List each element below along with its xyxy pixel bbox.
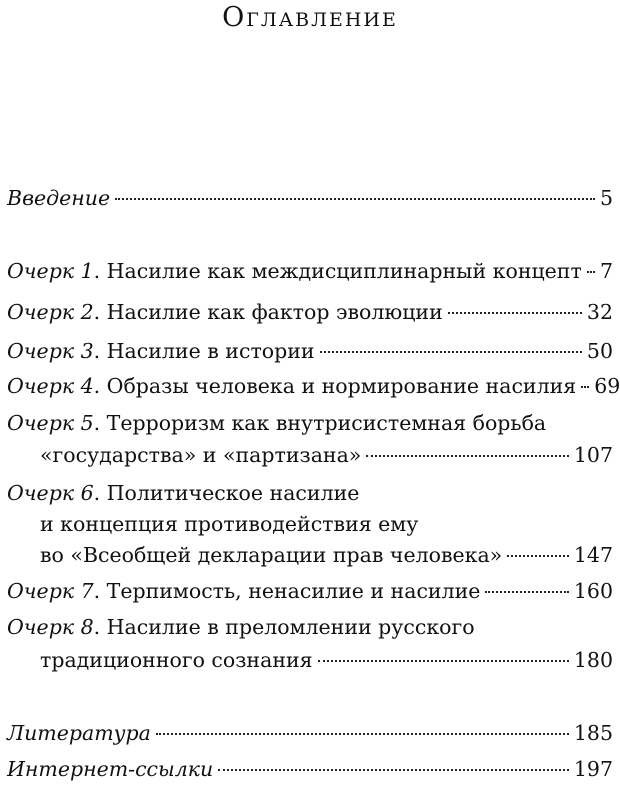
toc-entry-essay-8-continued[interactable] xyxy=(40,647,613,673)
dot-leader xyxy=(485,591,568,593)
dot-leader xyxy=(587,271,595,273)
dot-leader xyxy=(156,733,569,735)
toc-entry-title: . Насилие в преломлении русского xyxy=(93,615,475,639)
toc-entry-essay-6[interactable] xyxy=(7,480,359,506)
toc-entry-title: Интернет-ссылки xyxy=(7,757,214,781)
toc-entry-title: . Образы человека и нормирование насилия xyxy=(93,374,577,398)
toc-entry-literature[interactable] xyxy=(7,720,613,746)
toc-entry-title: . Терпимость, ненасилие и насилие xyxy=(93,579,481,603)
toc-entry-essay-5[interactable] xyxy=(7,410,546,436)
toc-entry-essay-3[interactable] xyxy=(7,338,613,364)
toc-entry-title: . Насилие как фактор эволюции xyxy=(93,300,443,324)
dot-leader xyxy=(366,455,569,457)
dot-leader xyxy=(448,312,582,314)
toc-entry-title: . Насилие как междисциплинарный концепт xyxy=(93,259,582,283)
dot-leader xyxy=(320,351,582,353)
toc-page-number: 147 xyxy=(573,543,613,567)
toc-entry-title: Введение xyxy=(7,186,111,210)
dot-leader xyxy=(318,660,569,662)
toc-entry-label: Очерк 3 xyxy=(7,339,94,363)
toc-page-number: 5 xyxy=(599,186,613,210)
toc-page-number: 107 xyxy=(573,443,613,467)
toc-page-number: 197 xyxy=(573,757,613,781)
toc-entry-essay-6-continued[interactable] xyxy=(40,542,613,568)
toc-page-number: 185 xyxy=(573,721,613,745)
toc-entry-essay-4[interactable] xyxy=(7,373,620,399)
toc-page-number: 32 xyxy=(586,300,613,324)
toc-entry-essay-8[interactable] xyxy=(7,614,475,640)
toc-entry-essay-1[interactable] xyxy=(7,258,613,284)
toc-entry-label: Очерк 4 xyxy=(7,374,94,398)
toc-entry-internet-links[interactable] xyxy=(7,756,613,782)
toc-entry-title: . Политическое насилие xyxy=(93,481,360,505)
toc-page-number: 50 xyxy=(586,339,613,363)
dot-leader xyxy=(218,769,569,771)
toc-entry-essay-5-continued[interactable] xyxy=(40,442,613,468)
dot-leader xyxy=(115,198,595,200)
toc-entry-title-line: во «Всеобщей декларации прав человека» xyxy=(40,543,503,567)
toc-entry-title: Литература xyxy=(7,721,151,745)
toc-entry-title-line: традиционного сознания xyxy=(40,648,313,672)
toc-entry-label: Очерк 7 xyxy=(7,579,94,603)
dot-leader xyxy=(507,555,569,557)
toc-entry-label: Очерк 2 xyxy=(7,300,94,324)
toc-entry-title-line: «государства» и «партизана» xyxy=(40,443,362,467)
toc-page-number: 7 xyxy=(599,259,613,283)
toc-entry-label: Очерк 6 xyxy=(7,481,94,505)
toc-entry-label: Очерк 8 xyxy=(7,615,94,639)
page-title: Оглавление xyxy=(222,2,398,33)
toc-entry-essay-7[interactable] xyxy=(7,578,613,604)
toc-entry-introduction[interactable] xyxy=(7,185,613,211)
toc-entry-essay-2[interactable] xyxy=(7,299,613,325)
toc-entry-label: Очерк 1 xyxy=(7,259,94,283)
toc-entry-label: Очерк 5 xyxy=(7,411,94,435)
toc-page-number: 180 xyxy=(573,648,613,672)
toc-page-number: 69 xyxy=(594,374,620,398)
dot-leader xyxy=(581,386,589,388)
toc-entry-title-line: и концепция противодействия ему xyxy=(40,512,419,536)
toc-entry-title: . Насилие в истории xyxy=(93,339,315,363)
toc-page-number: 160 xyxy=(573,579,613,603)
toc-entry-title: . Терроризм как внутрисистемная борьба xyxy=(93,411,547,435)
